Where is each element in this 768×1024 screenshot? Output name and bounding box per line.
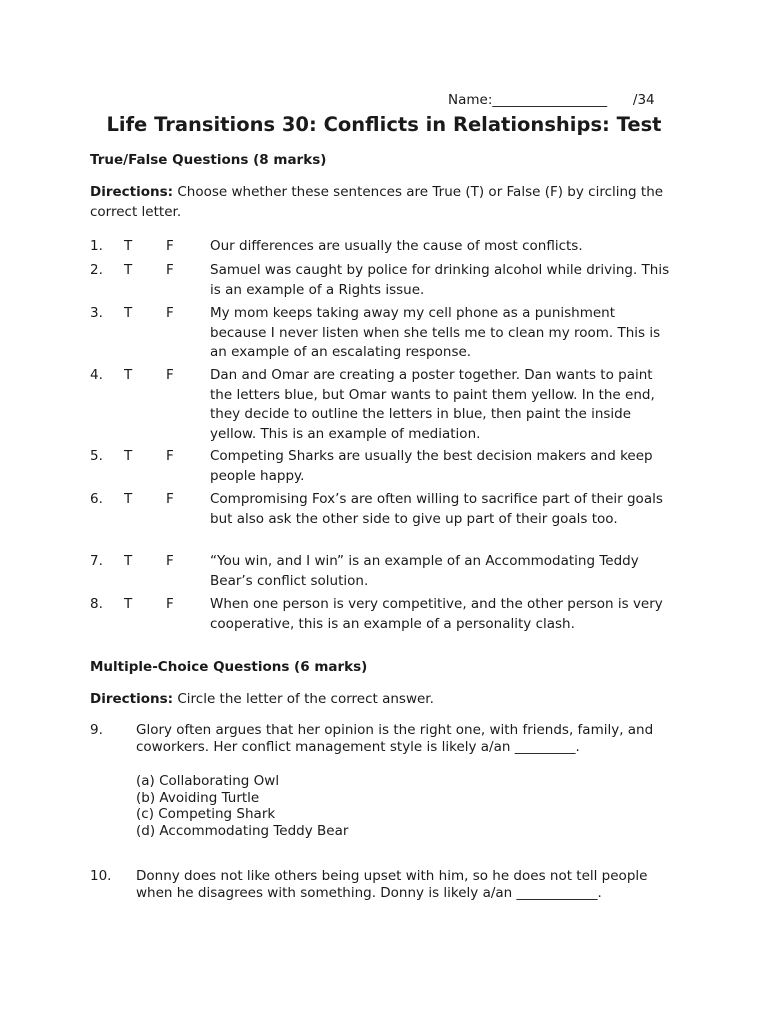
question-number: 6. <box>90 491 103 507</box>
directions-text: Choose whether these sentences are True (T) or False (F) by circling the correct letter. <box>90 184 664 220</box>
question-number: 9. <box>90 722 103 738</box>
question-statement: When one person is very competitive, and the other person is very cooperative, this is an example of a personality clash. <box>210 596 663 632</box>
question-number: 5. <box>90 448 103 464</box>
question-number: 8. <box>90 596 103 612</box>
name-field: Name:_________________ <box>448 92 608 108</box>
true-option[interactable]: T <box>124 262 133 278</box>
false-option[interactable]: F <box>166 262 174 278</box>
false-option[interactable]: F <box>166 367 174 383</box>
question-statement: Our differences are usually the cause of most conflicts. <box>210 238 583 254</box>
true-option[interactable]: T <box>124 305 133 321</box>
true-false-directions <box>90 182 680 222</box>
question-text: Donny does not like others being upset with him, so he does not tell people when he disagrees with something. Donny is likely a/an ____________. <box>136 868 648 901</box>
question-statement: My mom keeps taking away my cell phone as a punishment because I never listen when she tells me to clean my room. This is an example of an escalating response. <box>210 305 661 360</box>
answer-options <box>136 773 348 839</box>
true-option[interactable]: T <box>124 553 133 569</box>
directions-text: Circle the letter of the correct answer. <box>173 691 434 707</box>
question-number: 3. <box>90 305 103 321</box>
false-option[interactable]: F <box>166 448 174 464</box>
question-number: 10. <box>90 868 112 884</box>
false-option[interactable]: F <box>166 553 174 569</box>
false-option[interactable]: F <box>166 596 174 612</box>
false-option[interactable]: F <box>166 238 174 254</box>
question-statement: Samuel was caught by police for drinking alcohol while driving. This is an example of a Rights issue. <box>210 262 670 298</box>
option-d[interactable]: (d) Accommodating Teddy Bear <box>136 822 349 839</box>
question-number: 4. <box>90 367 103 383</box>
directions-label: Directions: <box>90 691 174 707</box>
page-title: Life Transitions 30: Conflicts in Relationships: Test <box>106 113 662 136</box>
directions-label: Directions: <box>90 184 174 200</box>
false-option[interactable]: F <box>166 491 174 507</box>
name-score-line <box>448 90 655 110</box>
option-c[interactable]: (c) Competing Shark <box>136 806 276 822</box>
question-statement: Competing Sharks are usually the best decision makers and keep people happy. <box>210 448 653 484</box>
option-a[interactable]: (a) Collaborating Owl <box>136 773 280 789</box>
true-option[interactable]: T <box>124 238 133 254</box>
total-score: /34 <box>632 92 655 108</box>
question-statement: “You win, and I win” is an example of an Accommodating Teddy Bear’s conflict solution. <box>210 553 639 589</box>
true-false-heading: True/False Questions (8 marks) <box>90 152 327 168</box>
question-statement: Dan and Omar are creating a poster together. Dan wants to paint the letters blue, but Omar wants to paint them yellow. In the end, they decide to outline the letters in blue, then paint the inside yellow. This is an example of mediation. <box>210 367 655 442</box>
true-option[interactable]: T <box>124 448 133 464</box>
question-number: 7. <box>90 553 103 569</box>
question-text: Glory often argues that her opinion is the right one, with friends, family, and coworkers. Her conflict management style is likely a/an _________. <box>136 722 654 755</box>
multiple-choice-directions <box>90 689 680 709</box>
question-number: 2. <box>90 262 103 278</box>
option-b[interactable]: (b) Avoiding Turtle <box>136 789 260 806</box>
false-option[interactable]: F <box>166 305 174 321</box>
multiple-choice-heading: Multiple-Choice Questions (6 marks) <box>90 659 368 675</box>
question-number: 1. <box>90 238 103 254</box>
true-option[interactable]: T <box>124 596 133 612</box>
true-option[interactable]: T <box>124 491 133 507</box>
question-statement: Compromising Fox’s are often willing to sacrifice part of their goals but also ask the other side to give up part of their goals too. <box>210 491 663 527</box>
true-option[interactable]: T <box>124 367 133 383</box>
